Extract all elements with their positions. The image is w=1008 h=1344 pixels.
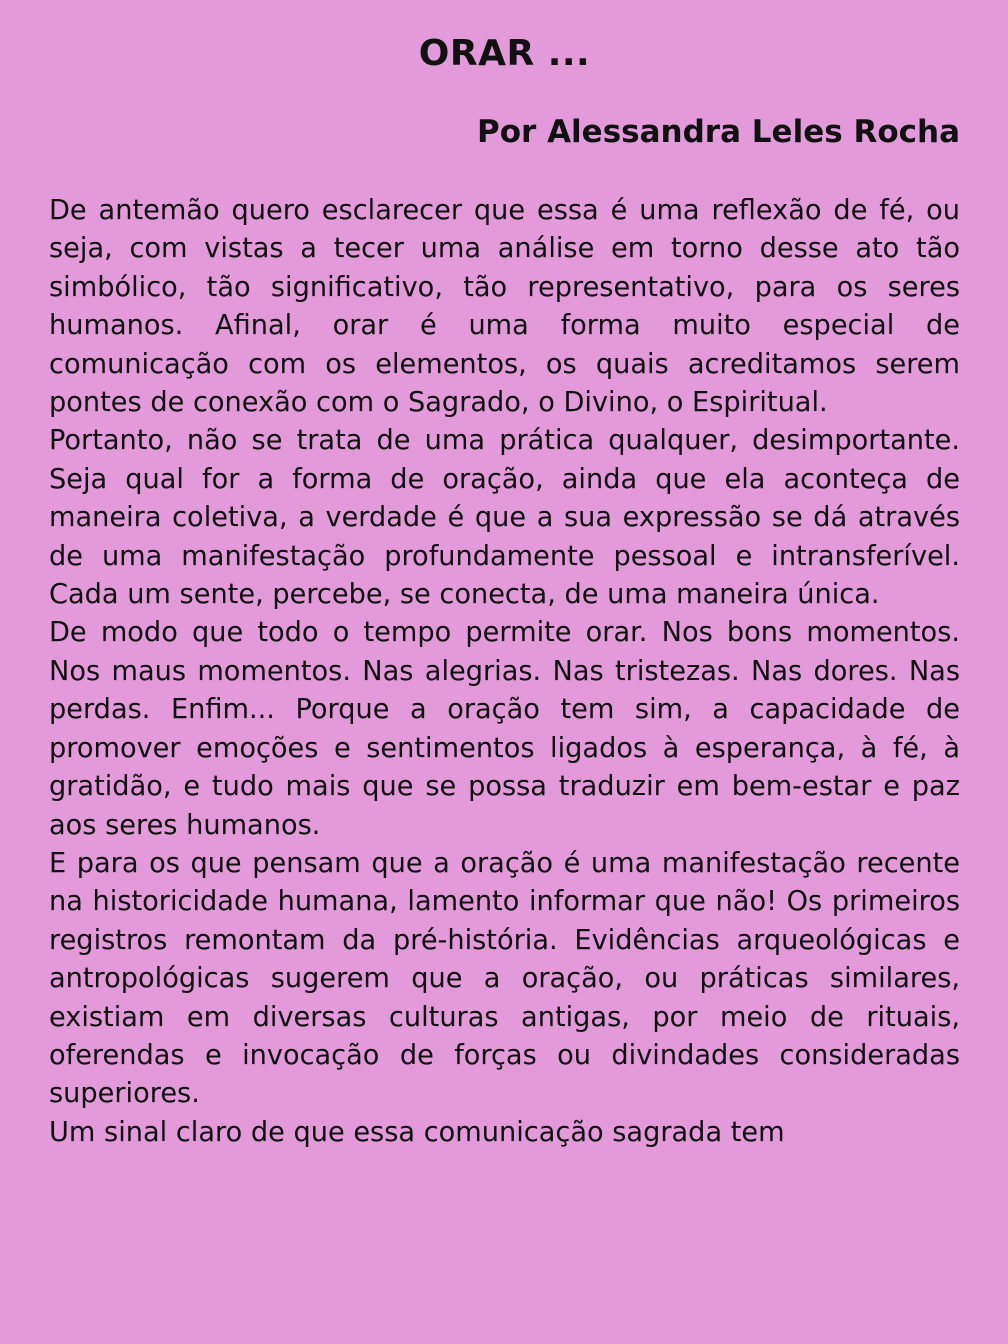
paragraph-2: Portanto, não se trata de uma prática qualquer, desimportante. Seja qual for a forma de oração, ainda que ela aconteça de maneira coletiva, a verdade é que a sua expressão se dá através de uma manifestação profundamente pessoal e intransferível. Cada um sente, percebe, se conecta, de uma maneira única. [49,425,960,611]
paragraph-1: De antemão quero esclarecer que essa é uma reflexão de fé, ou seja, com vistas a tecer uma análise em torno desse ato tão simbólico, tão significativo, tão representativo, para os seres humanos. Afinal, orar é uma forma muito especial de comunicação com os elementos, os quais acreditamos serem pontes de conexão com o Sagrado, o Divino, o Espiritual. [49,195,960,419]
page-title: ORAR ... [418,33,591,74]
paragraph-4: E para os que pensam que a oração é uma manifestação recente na historicidade humana, lamento informar que não! Os primeiros registros remontam da pré-história. Evidências arqueológicas e antropológicas sugerem que a oração, ou práticas similares, existiam em diversas culturas antigas, por meio de rituais, oferendas e invocação de forças ou divindades consideradas superiores. [49,847,960,1110]
paragraph-3: De modo que todo o tempo permite orar. Nos bons momentos. Nos maus momentos. Nas alegrias. Nas tristezas. Nas dores. Nas perdas. Enfim... Porque a oração tem sim, a capacidade de promover emoções e sentimentos ligados à esperança, à fé, à gratidão, e tudo mais que se possa traduzir em bem-estar e paz aos seres humanos. [49,617,960,841]
author-byline: Por Alessandra Leles Rocha [476,114,960,150]
article-body [49,192,960,1152]
paragraph-5: Um sinal claro de que essa comunicação sagrada tem [49,1116,785,1148]
